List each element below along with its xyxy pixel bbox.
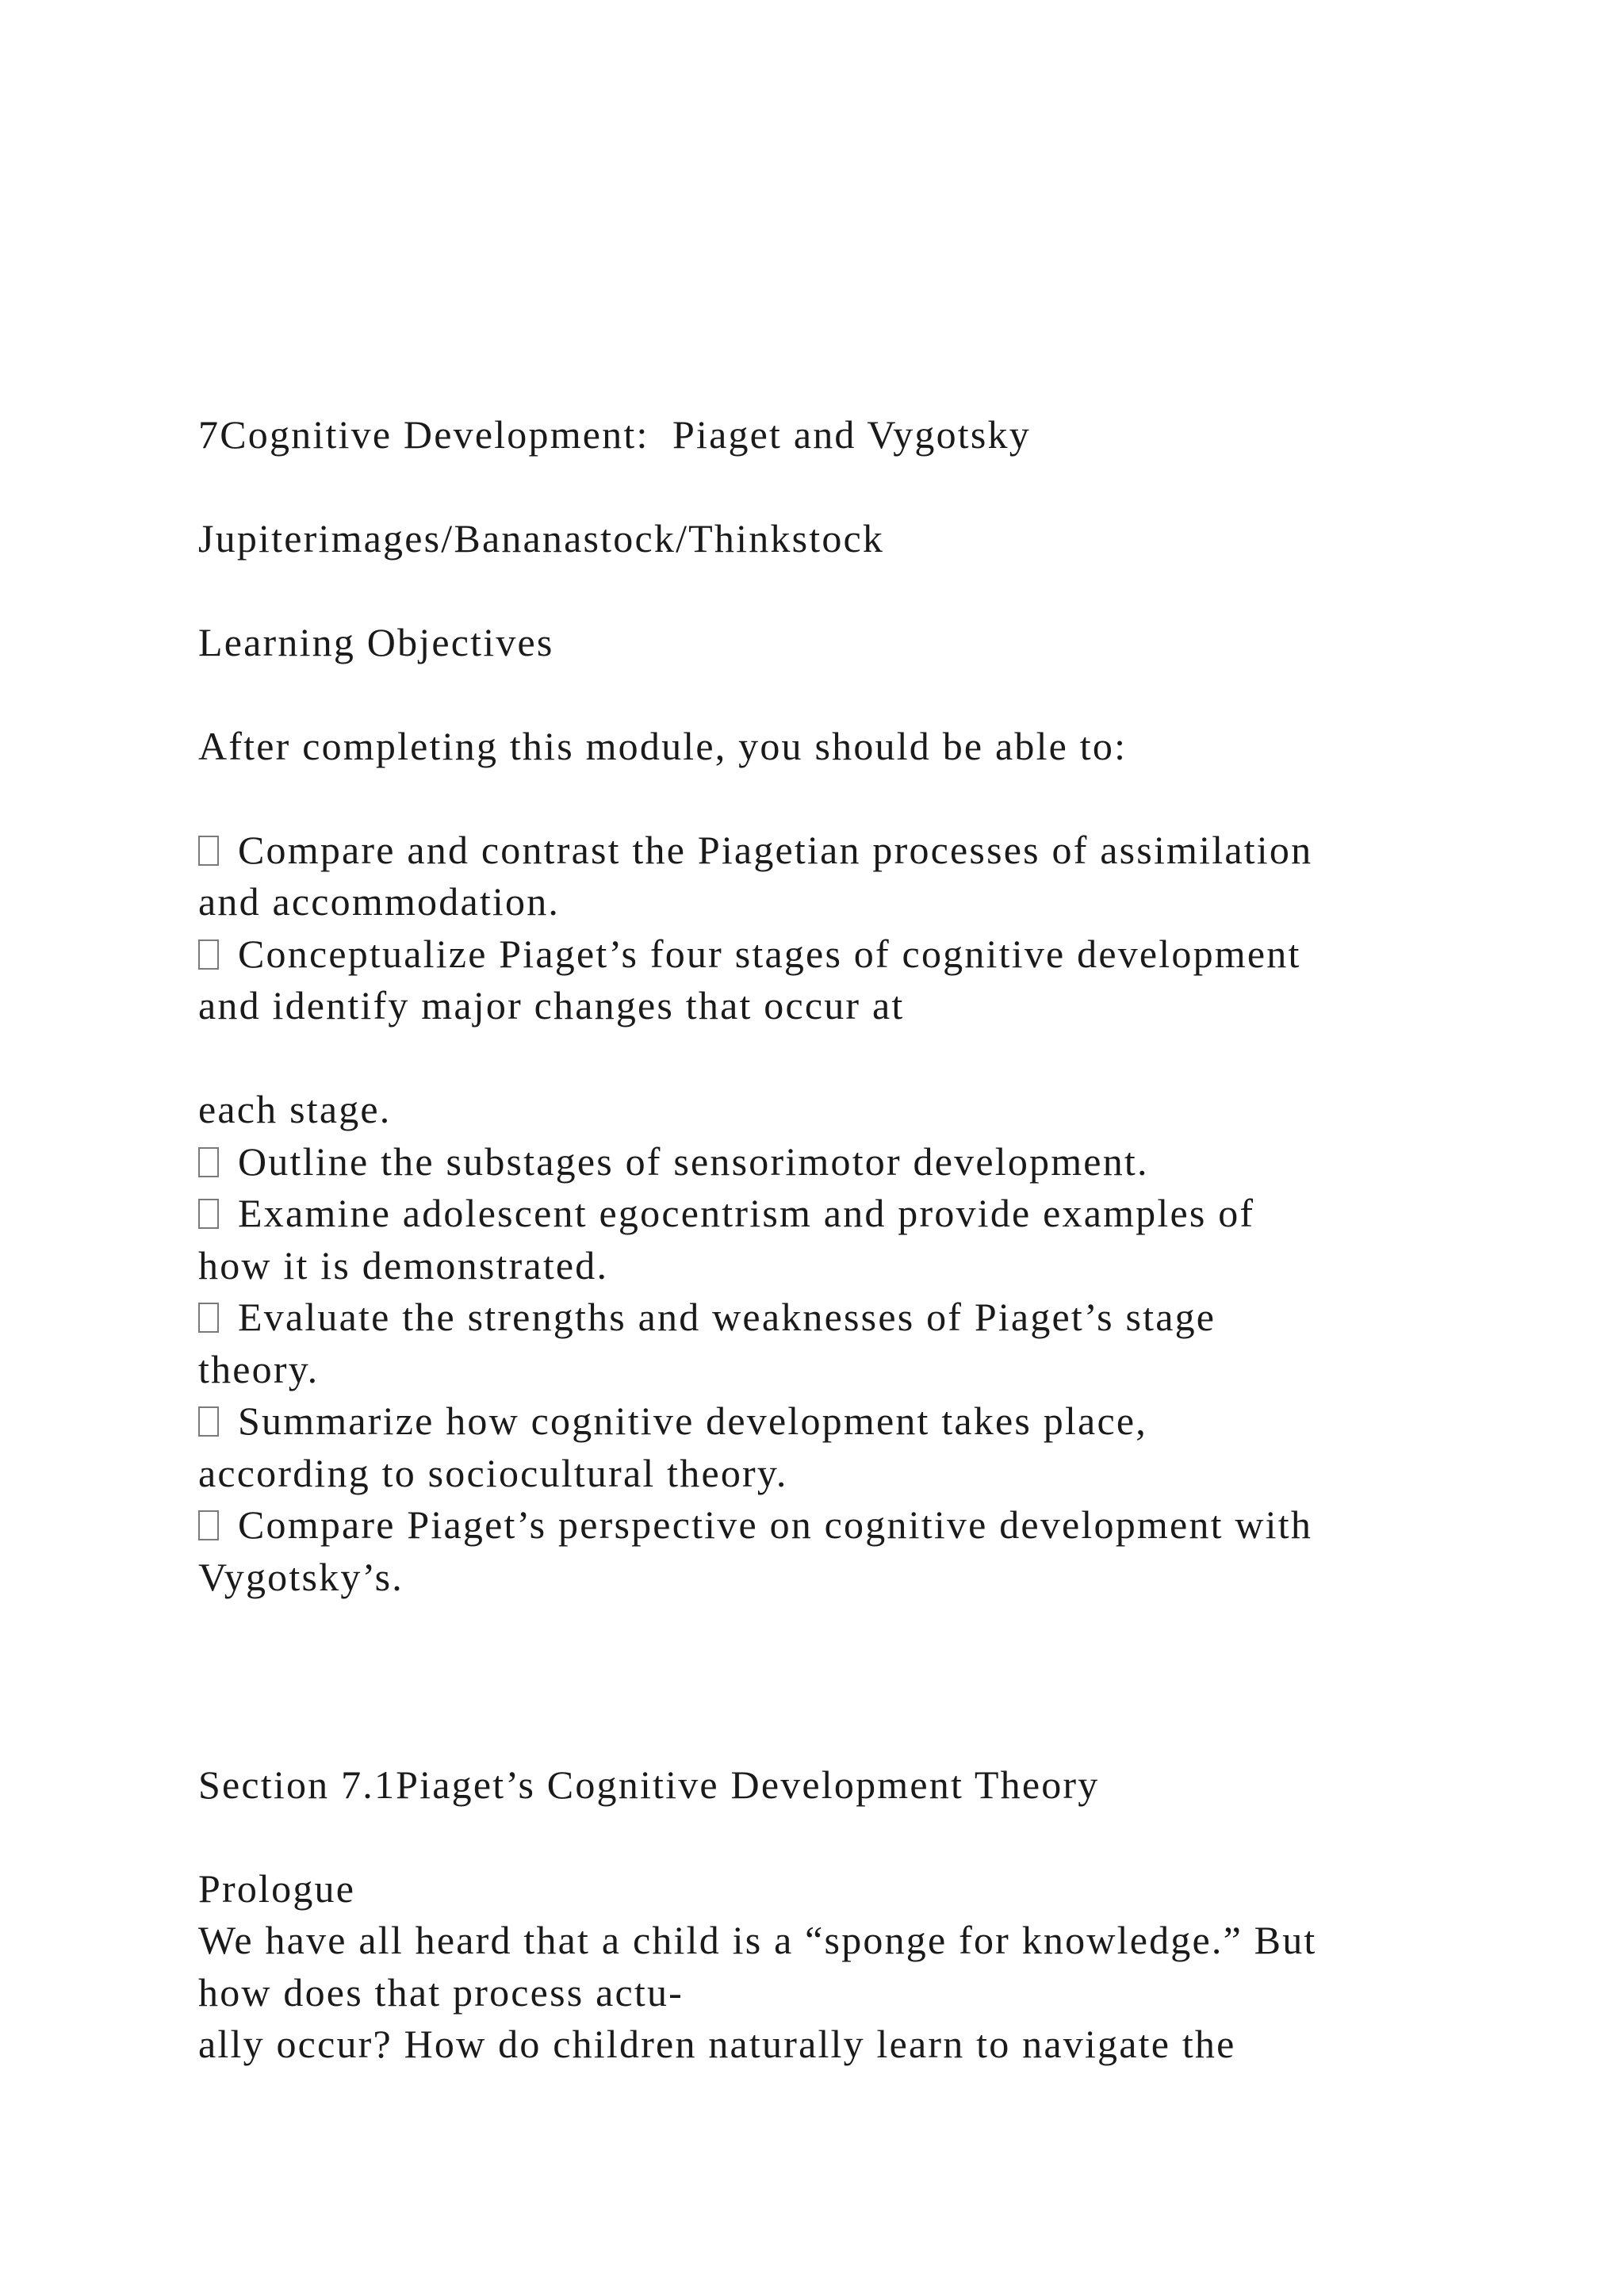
objective-text: Compare and contrast the Piagetian processes of assimilation bbox=[238, 828, 1313, 872]
prologue-line: We have all heard that a child is a “sponge for knowledge.” But bbox=[198, 1918, 1317, 1962]
bullet-glyph-icon bbox=[198, 1510, 219, 1540]
bullet-glyph-icon bbox=[198, 1303, 219, 1333]
objective-text: Examine adolescent egocentrism and provide examples of bbox=[238, 1191, 1255, 1235]
objective-text: Summarize how cognitive development takes place, bbox=[238, 1399, 1147, 1443]
prologue-heading: Prologue bbox=[198, 1866, 356, 1911]
prologue-line: ally occur? How do children naturally learn to navigate the bbox=[198, 2022, 1236, 2066]
objectives-heading: Learning Objectives bbox=[198, 620, 554, 664]
objectives-intro: After completing this module, you should be able to: bbox=[198, 724, 1128, 768]
objective-item bbox=[178, 1401, 1147, 1441]
objective-continuation: theory. bbox=[198, 1347, 320, 1391]
objective-continuation: Vygotsky’s. bbox=[198, 1555, 404, 1599]
image-credit: Jupiterimages/Bananastock/Thinkstock bbox=[198, 516, 885, 561]
objective-item bbox=[178, 1297, 1216, 1337]
chapter-title: 7Cognitive Development: Piaget and Vygotsky bbox=[198, 412, 1031, 457]
objective-item bbox=[178, 1502, 1313, 1547]
objective-item bbox=[178, 1193, 1254, 1233]
objective-item bbox=[178, 1139, 1149, 1184]
bullet-glyph-icon bbox=[198, 1147, 219, 1177]
objective-text: Conceptualize Piaget’s four stages of cognitive development bbox=[238, 932, 1301, 976]
objective-continuation: and identify major changes that occur at bbox=[198, 983, 905, 1027]
objective-text: Evaluate the strengths and weaknesses of Piaget’s stage bbox=[238, 1295, 1216, 1339]
objective-text: Outline the substages of sensorimotor development. bbox=[238, 1139, 1149, 1184]
objective-item bbox=[178, 934, 1301, 974]
objective-continuation: according to sociocultural theory. bbox=[198, 1451, 788, 1495]
section-heading: Section 7.1Piaget’s Cognitive Development Theory bbox=[198, 1762, 1100, 1807]
objective-continuation: each stage. bbox=[198, 1087, 392, 1131]
bullet-glyph-icon bbox=[198, 939, 219, 970]
prologue-line: how does that process actu- bbox=[198, 1970, 684, 2015]
bullet-glyph-icon bbox=[198, 1199, 219, 1229]
objective-continuation: how it is demonstrated. bbox=[198, 1243, 609, 1288]
objective-item bbox=[178, 830, 1312, 870]
objective-continuation: and accommodation. bbox=[198, 879, 561, 924]
objective-text: Compare Piaget’s perspective on cognitive development with bbox=[238, 1502, 1313, 1547]
bullet-glyph-icon bbox=[198, 836, 219, 866]
bullet-glyph-icon bbox=[198, 1406, 219, 1437]
